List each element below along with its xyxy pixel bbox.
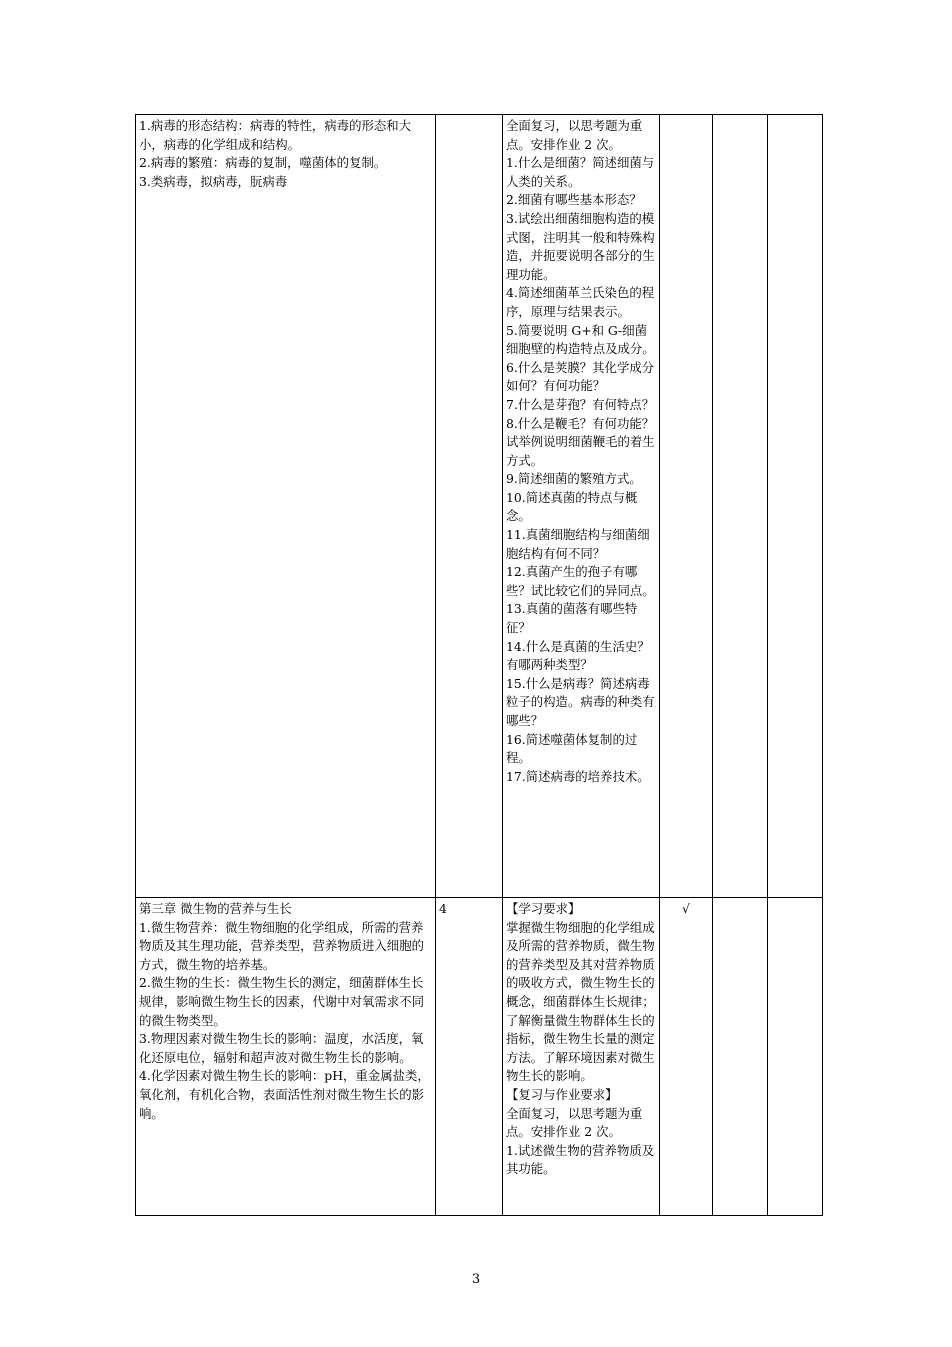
requirement-line: 10.简述真菌的特点与概念。	[506, 489, 638, 524]
requirement-line: 2.细菌有哪些基本形态？	[506, 192, 642, 208]
hours-cell: 4	[436, 898, 503, 1216]
requirement-line: 5.简要说明 G+和 G-细菌细胞壁的构造特点及成分。	[506, 322, 655, 357]
mark-cell-a	[660, 115, 713, 898]
requirement-line: 11.真菌细胞结构与细菌细胞结构有何不同？	[506, 527, 650, 561]
content-cell	[136, 115, 436, 898]
requirement-line: 12.真菌产生的孢子有哪些？试比较它们的异同点。	[506, 564, 655, 598]
content-line: 3.类病毒，拟病毒，朊病毒	[139, 173, 288, 189]
requirement-line: 1.试述微生物的营养物质及其功能。	[506, 1142, 655, 1177]
requirement-line: 17.简述病毒的培养技术。	[506, 768, 650, 784]
requirement-line: 9.简述细菌的繁殖方式。	[506, 471, 642, 487]
mark-cell-b	[713, 898, 768, 1216]
table-row	[136, 898, 823, 1216]
hours-cell	[436, 115, 503, 898]
requirement-line: 16.简述噬菌体复制的过程。	[506, 731, 638, 766]
content-line: 1.微生物营养：微生物细胞的化学组成，所需的营养物质及其生理功能，营养类型，营养物质进入细胞的方式，微生物的培养基。	[139, 919, 424, 972]
requirement-heading: 【学习要求】	[506, 901, 581, 916]
requirement-heading: 【复习与作业要求】	[506, 1086, 618, 1102]
table-row	[136, 115, 823, 898]
requirement-line: 6.什么是荚膜？其化学成分如何？有何功能？	[506, 359, 655, 394]
mark-cell-a: √	[660, 898, 713, 1216]
requirements-cell	[503, 898, 660, 1216]
requirement-line: 15.什么是病毒？简述病毒粒子的构造。病毒的种类有哪些？	[506, 675, 655, 728]
requirement-line: 1.什么是细菌？简述细菌与人类的关系。	[506, 155, 655, 189]
page-number: 3	[471, 1272, 481, 1287]
requirement-line: 13.真菌的菌落有哪些特征？	[506, 601, 638, 636]
requirements-cell	[503, 115, 660, 898]
requirement-line: 全面复习，以思考题为重点。安排作业 2 次。	[506, 1105, 643, 1140]
chapter-title: 第三章 微生物的营养与生长	[139, 901, 292, 916]
content-line: 2.微生物的生长：微生物生长的测定，细菌群体生长规律，影响微生物生长的因素，代谢中对氧需求不同的微生物类型。	[139, 975, 424, 1028]
content-line: 2.病毒的繁殖：病毒的复制，噬菌体的复制。	[139, 155, 387, 171]
requirement-line: 14.什么是真菌的生活史？有哪两种类型？	[506, 638, 650, 673]
content-line: 3.物理因素对微生物生长的影响：温度，水活度，氧化还原电位，辐射和超声波对微生物生长的影响。	[139, 1031, 424, 1065]
content-line: 4.化学因素对微生物生长的影响：pH，重金属盐类，氧化剂，有机化合物，表面活性剂对微生物生长的影响。	[139, 1068, 430, 1121]
mark-cell-c	[768, 115, 823, 898]
requirement-line: 掌握微生物细胞的化学组成及所需的营养物质，微生物的营养类型及其对营养物质的吸收方式，微生物生长的概念，细菌群体生长规律；了解衡量微生物群体生长的指标，微生物生长量的测定方法。了解环境因素对微生物生长的影响。	[506, 919, 655, 1084]
mark-cell-c	[768, 898, 823, 1216]
mark-cell-b	[713, 115, 768, 898]
requirement-line: 全面复习，以思考题为重点。安排作业 2 次。	[506, 118, 643, 152]
requirement-line: 7.什么是芽孢？有何特点？	[506, 396, 655, 412]
syllabus-table	[135, 114, 823, 1216]
requirement-line: 8.什么是鞭毛？有何功能？试举例说明细菌鞭毛的着生方式。	[506, 415, 655, 468]
requirement-line: 4.简述细菌革兰氏染色的程序，原理与结果表示。	[506, 285, 655, 319]
content-cell	[136, 898, 436, 1216]
content-line: 1.病毒的形态结构：病毒的特性，病毒的形态和大小，病毒的化学组成和结构。	[139, 118, 412, 152]
requirement-line: 3.试绘出细菌细胞构造的模式图，注明其一般和特殊构造，并扼要说明各部分的生理功能。	[506, 210, 655, 282]
